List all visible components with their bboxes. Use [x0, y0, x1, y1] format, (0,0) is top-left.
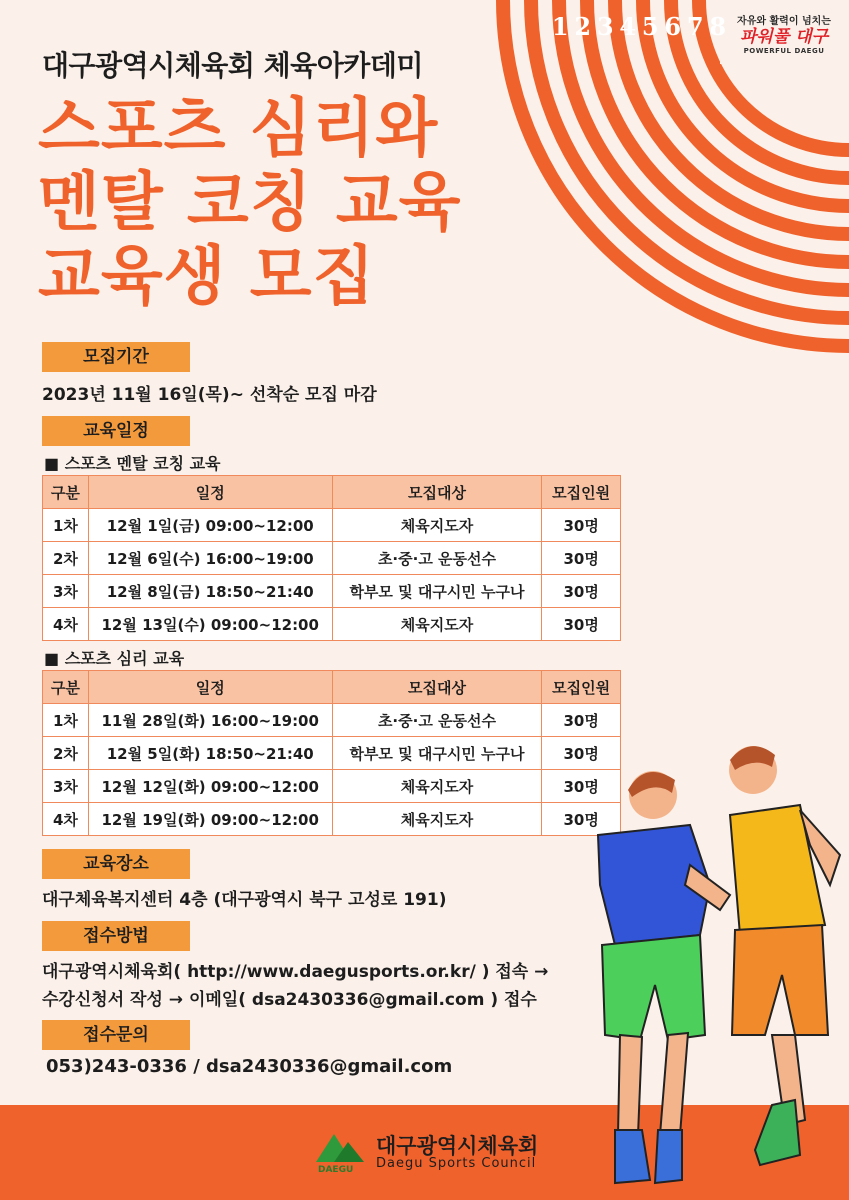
apply-method-line1: 대구광역시체육회( http://www.daegusports.or.kr/ ) 접속 → [42, 962, 549, 982]
mental-coaching-title: ■ 스포츠 멘탈 코칭 교육 [44, 454, 221, 473]
recruit-period-text: 2023년 11월 16일(목)~ 선착순 모집 마감 [42, 385, 377, 405]
table-cell: 30명 [542, 803, 621, 836]
psychology-table [42, 670, 621, 836]
table-cell: 12월 1일(금) 09:00~12:00 [88, 509, 332, 542]
headline [38, 92, 462, 314]
table-row [43, 608, 621, 641]
table-cell: 1차 [43, 704, 89, 737]
column-header: 일정 [88, 671, 332, 704]
table-cell: 초·중·고 운동선수 [332, 542, 542, 575]
column-header: 모집대상 [332, 476, 542, 509]
org-title: 대구광역시체육회 체육아카데미 [42, 49, 423, 82]
table-row [43, 704, 621, 737]
inquiry-label: 접수문의 [42, 1020, 190, 1050]
lane-number: 3 [596, 12, 614, 41]
table-cell: 4차 [43, 803, 89, 836]
table-cell: 30명 [542, 542, 621, 575]
column-header: 모집인원 [542, 476, 621, 509]
table-cell: 학부모 및 대구시민 누구나 [332, 737, 542, 770]
lane-numbers [549, 12, 729, 41]
table-cell: 3차 [43, 770, 89, 803]
table-cell: 체육지도자 [332, 803, 542, 836]
table-row [43, 542, 621, 575]
table-cell: 30명 [542, 608, 621, 641]
lane-number: 5 [641, 12, 659, 41]
table-cell: 체육지도자 [332, 509, 542, 542]
lane-number: 4 [619, 12, 637, 41]
inquiry-text: 053)243-0336 / dsa2430336@gmail.com [46, 1056, 453, 1077]
table-cell: 11월 28일(화) 16:00~19:00 [88, 704, 332, 737]
table-cell: 3차 [43, 575, 89, 608]
apply-method-line2: 수강신청서 작성 → 이메일( dsa2430336@gmail.com ) 접수 [42, 990, 537, 1010]
footer-org-name-ko: 대구광역시체육회 [376, 1134, 539, 1158]
table-cell: 12월 13일(수) 09:00~12:00 [88, 608, 332, 641]
table-cell: 12월 12일(화) 09:00~12:00 [88, 770, 332, 803]
table-cell: 12월 19일(화) 09:00~12:00 [88, 803, 332, 836]
table-row [43, 803, 621, 836]
table-cell: 30명 [542, 770, 621, 803]
schedule-label: 교육일정 [42, 416, 190, 446]
lane-number: 1 [551, 12, 569, 41]
table-row [43, 575, 621, 608]
apply-method-label: 접수방법 [42, 921, 190, 951]
table-cell: 4차 [43, 608, 89, 641]
table-cell: 30명 [542, 575, 621, 608]
table-row [43, 509, 621, 542]
brand-name: 파워풀 대구 [739, 27, 829, 47]
table-cell: 학부모 및 대구시민 누구나 [332, 575, 542, 608]
table-cell: 12월 6일(수) 16:00~19:00 [88, 542, 332, 575]
runners-illustration [560, 735, 849, 1200]
lane-number: 8 [709, 12, 727, 41]
daegu-sports-council-logo [312, 1130, 372, 1174]
recruit-period-label: 모집기간 [42, 342, 190, 372]
table-row [43, 737, 621, 770]
psychology-title: ■ 스포츠 심리 교육 [44, 649, 185, 668]
headline-line: 스포츠 심리와 [38, 92, 439, 166]
table-header-row [43, 671, 621, 704]
brand-en: POWERFUL DAEGU [743, 47, 825, 55]
column-header: 구분 [43, 671, 89, 704]
table-cell: 30명 [542, 509, 621, 542]
table-cell: 12월 8일(금) 18:50~21:40 [88, 575, 332, 608]
mental-coaching-table [42, 475, 621, 641]
lane-number: 6 [664, 12, 682, 41]
table-row [43, 770, 621, 803]
column-header: 일정 [88, 476, 332, 509]
lane-number: 7 [686, 12, 704, 41]
headline-line: 멘탈 코칭 교육 [38, 166, 462, 240]
table-cell: 1차 [43, 509, 89, 542]
table-cell: 30명 [542, 704, 621, 737]
brand-slogan: 자유와 활력이 넘치는 [737, 16, 831, 27]
table-header-row [43, 476, 621, 509]
column-header: 구분 [43, 476, 89, 509]
footer-org-name-en: Daegu Sports Council [376, 1156, 537, 1171]
lane-number: 2 [574, 12, 592, 41]
column-header: 모집인원 [542, 671, 621, 704]
table-cell: 2차 [43, 542, 89, 575]
column-header: 모집대상 [332, 671, 542, 704]
venue-label: 교육장소 [42, 849, 190, 879]
venue-text: 대구체육복지센터 4층 (대구광역시 북구 고성로 191) [42, 890, 447, 910]
table-cell: 체육지도자 [332, 608, 542, 641]
table-cell: 2차 [43, 737, 89, 770]
table-cell: 체육지도자 [332, 770, 542, 803]
logo-text: DAEGU [318, 1165, 354, 1174]
table-cell: 초·중·고 운동선수 [332, 704, 542, 737]
table-cell: 12월 5일(화) 18:50~21:40 [88, 737, 332, 770]
headline-line: 교육생 모집 [38, 240, 376, 314]
table-cell: 30명 [542, 737, 621, 770]
powerful-daegu-logo [728, 12, 840, 55]
